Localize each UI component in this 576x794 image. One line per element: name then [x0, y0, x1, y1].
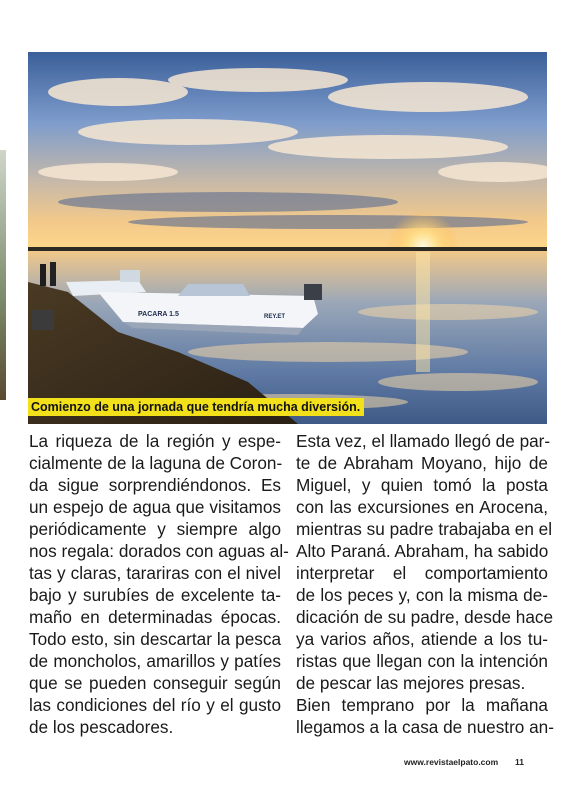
adjacent-page-edge — [0, 150, 6, 400]
boat-registration-text: REY.ET — [264, 314, 286, 320]
boat-name-text: PACARA 1.5 — [138, 311, 179, 318]
text-line: Bien temprano por la mañana — [296, 695, 548, 715]
text-line: las condiciones del río y el gusto — [29, 695, 281, 715]
text-line: Todo esto, sin descartar la pesca — [29, 629, 281, 649]
text-line: La riqueza de la región y espe- — [29, 431, 281, 451]
text-line: llegamos a la casa de nuestro an- — [296, 717, 554, 737]
text-line: un espejo de agua que visitamos — [29, 497, 281, 517]
text-line: de los peces y, con la misma de- — [296, 585, 548, 605]
website-url: www.revistaelpato.com — [404, 757, 499, 767]
text-line: Miguel, y quien tomó la posta — [296, 475, 548, 495]
text-line: ristas que llegan con la intención — [296, 651, 548, 671]
sunset-lagoon-photo — [28, 52, 547, 424]
page-number: 11 — [515, 757, 524, 767]
text-line: de los pescadores. — [29, 717, 174, 737]
text-line: con las excursiones en Arocena, — [296, 497, 548, 517]
text-line: que se pueden conseguir según — [29, 673, 281, 693]
text-line: de moncholos, amarillos y patíes — [29, 651, 281, 671]
text-line: te de Abraham Moyano, hijo de — [296, 453, 548, 473]
article-column-right — [296, 430, 554, 738]
text-line: de pescar las mejores presas. — [296, 673, 526, 693]
text-line: ya varios años, atiende a los tu- — [296, 629, 548, 649]
text-line: mientras su padre trabajaba en el — [296, 519, 553, 539]
text-line: tas y claras, tarariras con el nivel — [29, 563, 281, 583]
text-line: dicación de su padre, desde hace — [296, 607, 554, 627]
photo-illustration — [28, 52, 547, 424]
article-column-left — [29, 430, 289, 738]
text-line: interpretar el comportamiento — [296, 563, 548, 583]
text-line: maño en determinadas épocas. — [29, 607, 281, 627]
photo-caption: Comienzo de una jornada que tendría mucha diversión. — [28, 398, 364, 416]
text-line: periódicamente y siempre algo — [29, 519, 281, 539]
text-line: Esta vez, el llamado llegó de par- — [296, 431, 551, 451]
text-line: nos regala: dorados con aguas al- — [29, 541, 289, 561]
text-line: cialmente de la laguna de Coron- — [29, 453, 283, 473]
text-line: Alto Paraná. Abraham, ha sabido — [296, 541, 549, 561]
text-line: bajo y surubíes de excelente ta- — [29, 585, 281, 605]
text-line: da sigue sorprendiéndonos. Es — [29, 475, 281, 495]
